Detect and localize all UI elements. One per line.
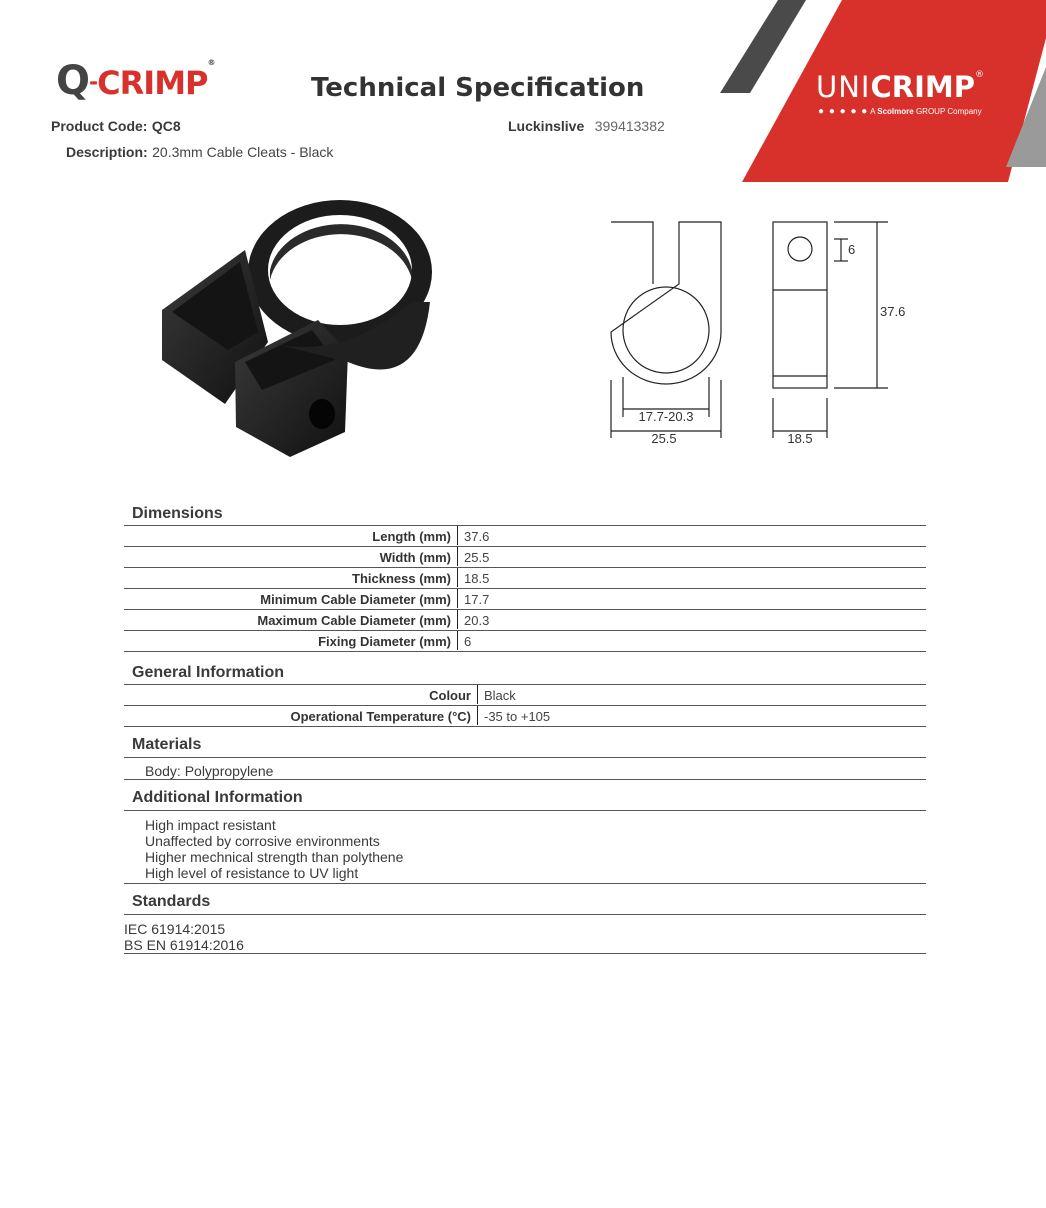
retailer-code	[508, 118, 665, 136]
retailer-label: Luckinslive	[508, 118, 585, 134]
unicrimp-reg: ®	[975, 70, 985, 80]
divider	[124, 684, 926, 685]
dimensions-heading: Dimensions	[132, 505, 223, 522]
product-image	[150, 192, 450, 462]
column-divider	[457, 589, 458, 608]
standard-item: BS EN 61914:2016	[124, 937, 244, 953]
logo-reg: ®	[207, 58, 215, 67]
logo-q: Q	[56, 58, 90, 104]
side-view	[773, 222, 888, 438]
row-label: Length (mm)	[372, 529, 451, 544]
tagline-b: Scolmore	[877, 107, 914, 116]
row-label: Operational Temperature (°C)	[290, 709, 471, 724]
column-divider	[457, 631, 458, 650]
column-divider	[457, 547, 458, 566]
row-value: 17.7	[464, 592, 490, 607]
divider	[124, 810, 926, 811]
general-heading: General Information	[132, 664, 285, 681]
divider	[124, 953, 926, 954]
tagline-dots: ● ● ● ● ●	[818, 106, 869, 117]
divider	[124, 779, 926, 780]
standard-item: IEC 61914:2015	[124, 921, 226, 937]
unicrimp-b: CRIMP	[870, 70, 976, 104]
divider	[124, 726, 926, 727]
row-value: Black	[484, 688, 516, 703]
logo-brand: CRIMP	[97, 64, 208, 102]
additional-heading: Additional Information	[132, 789, 303, 806]
technical-drawing	[596, 212, 916, 452]
additional-list	[145, 817, 403, 881]
dim-thickness: 18.5	[787, 431, 813, 446]
dim-length: 37.6	[880, 304, 906, 319]
front-view	[611, 222, 721, 438]
dim-width: 25.5	[651, 431, 677, 446]
additional-item: High impact resistant	[145, 817, 276, 833]
materials-body: Body: Polypropylene	[145, 763, 274, 779]
row-value: 25.5	[464, 550, 490, 565]
dim-inner: 17.7-20.3	[638, 409, 694, 424]
description-value: 20.3mm Cable Cleats - Black	[152, 144, 334, 160]
divider	[124, 546, 926, 547]
unicrimp-logo	[816, 70, 984, 104]
divider	[124, 883, 926, 884]
dim-fixing: 6	[848, 242, 856, 257]
divider	[124, 588, 926, 589]
divider	[124, 914, 926, 915]
banner-stripe-dark	[720, 0, 806, 93]
qcrimp-logo	[56, 58, 214, 104]
materials-heading: Materials	[132, 736, 202, 753]
tagline-c: GROUP Company	[915, 107, 982, 116]
row-label: Minimum Cable Diameter (mm)	[260, 592, 451, 607]
description	[66, 144, 333, 162]
row-label: Fixing Diameter (mm)	[318, 634, 451, 649]
divider	[124, 757, 926, 758]
row-label: Maximum Cable Diameter (mm)	[257, 613, 451, 628]
column-divider	[457, 610, 458, 629]
column-divider	[477, 706, 478, 725]
row-label: Thickness (mm)	[352, 571, 451, 586]
product-code-value: QC8	[151, 118, 181, 134]
standards-list	[124, 921, 244, 953]
row-value: 6	[464, 634, 472, 649]
standards-heading: Standards	[132, 893, 211, 910]
row-label: Colour	[429, 688, 471, 703]
divider	[124, 630, 926, 631]
additional-item: High level of resistance to UV light	[145, 865, 359, 881]
unicrimp-a: UNI	[816, 70, 871, 104]
retailer-value: 399413382	[594, 118, 665, 134]
row-value: 20.3	[464, 613, 490, 628]
page-title: Technical Specification	[311, 73, 645, 103]
product-code-label: Product Code:	[51, 118, 148, 134]
divider	[124, 567, 926, 568]
unicrimp-tagline	[818, 106, 982, 117]
tagline-a: A	[870, 107, 876, 116]
additional-item: Higher mechnical strength than polythene	[145, 849, 404, 865]
logo-dash: -	[89, 70, 98, 96]
row-value: -35 to +105	[484, 709, 551, 724]
divider	[124, 609, 926, 610]
row-value: 37.6	[464, 529, 490, 544]
product-code	[51, 118, 181, 136]
divider	[124, 525, 926, 526]
additional-item: Unaffected by corrosive environments	[145, 833, 380, 849]
row-label: Width (mm)	[379, 550, 451, 565]
description-label: Description:	[66, 144, 148, 160]
column-divider	[457, 526, 458, 545]
divider	[124, 705, 926, 706]
column-divider	[477, 685, 478, 704]
divider	[124, 651, 926, 652]
row-value: 18.5	[464, 571, 490, 586]
column-divider	[457, 568, 458, 587]
